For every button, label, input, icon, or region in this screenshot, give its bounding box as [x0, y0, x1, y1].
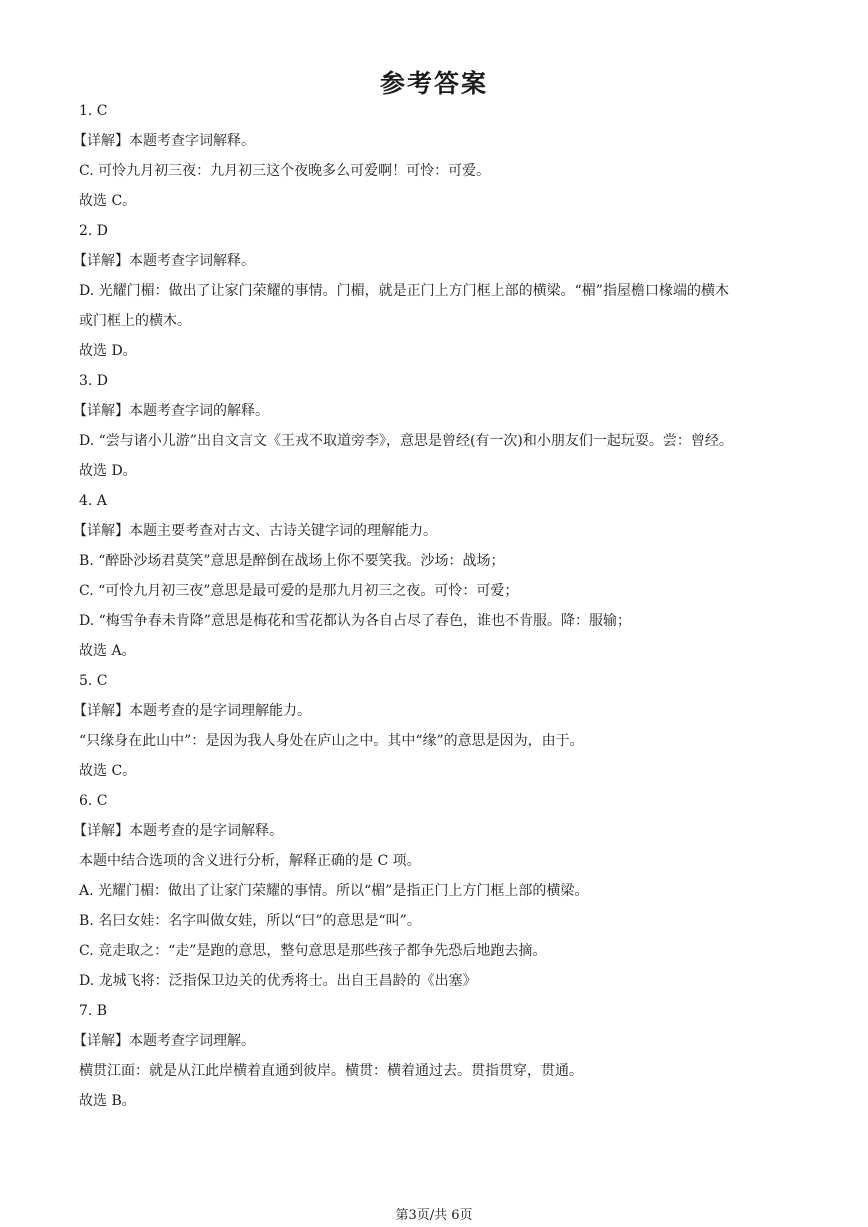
- option-line: D. “梅雪争春未肯降”意思是梅花和雪花都认为各自占尽了春色，谁也不肯服。降：服输；: [79, 613, 631, 629]
- answer-number: 7. B: [79, 1003, 108, 1019]
- option-line: D. 光耀门楣：做出了让家门荣耀的事情。门楣，就是正门上方门框上部的横梁。“楣”指屋檐口椽端的横木: [79, 283, 729, 299]
- option-line-continued: 或门框上的横木。: [79, 313, 191, 329]
- option-line: B. “醉卧沙场君莫笑”意思是醉倒在战场上你不要笑我。沙场：战场；: [79, 553, 505, 569]
- option-line: D. 龙城飞将：泛指保卫边关的优秀将士。出自王昌龄的《出塞》: [79, 973, 477, 989]
- conclusion-line: 故选 C。: [79, 193, 137, 209]
- conclusion-line: 故选 B。: [79, 1093, 136, 1109]
- conclusion-line: 故选 D。: [79, 463, 137, 479]
- conclusion-line: 故选 D。: [79, 343, 137, 359]
- explanation-line: 【详解】本题考查字词解释。: [73, 133, 255, 149]
- answer-number: 6. C: [79, 793, 108, 809]
- answer-number: 4. A: [79, 493, 107, 509]
- explanation-line: 【详解】本题考查的是字词理解能力。: [73, 703, 311, 719]
- explanation-line: 【详解】本题考查的是字词解释。: [73, 823, 283, 839]
- explanation-line: 【详解】本题考查字词解释。: [73, 253, 255, 269]
- page-title: 参考答案: [379, 69, 488, 98]
- analysis-line: “只缘身在此山中”：是因为我人身处在庐山之中。其中“缘”的意思是因为，由于。: [79, 733, 584, 749]
- explanation-line: 【详解】本题主要考查对古文、古诗关键字词的理解能力。: [73, 523, 437, 539]
- page-footer: 第3页/共 6页: [395, 1208, 473, 1223]
- answer-number: 3. D: [79, 373, 109, 389]
- answer-number: 2. D: [79, 223, 109, 239]
- option-line: C. 竞走取之：“走”是跑的意思，整句意思是那些孩子都争先恐后地跑去摘。: [79, 943, 547, 959]
- analysis-line: 本题中结合选项的含义进行分析，解释正确的是 C 项。: [79, 853, 421, 869]
- option-line: B. 名曰女娃：名字叫做女娃，所以“曰”的意思是“叫”。: [79, 913, 421, 929]
- option-line: D. “尝与诸小儿游”出自文言文《王戎不取道旁李》，意思是曾经(有一次)和小朋友们一起玩耍。尝：曾经。: [79, 433, 733, 449]
- option-line: C. 可怜九月初三夜：九月初三这个夜晚多么可爱啊！可怜：可爱。: [79, 163, 491, 179]
- option-line: A. 光耀门楣：做出了让家门荣耀的事情。所以“楣”是指正门上方门框上部的横梁。: [79, 883, 589, 899]
- explanation-line: 【详解】本题考查字词理解。: [73, 1033, 255, 1049]
- answer-number: 1. C: [79, 103, 108, 119]
- answer-content: [73, 96, 799, 1116]
- analysis-line: 横贯江面：就是从江此岸横着直通到彼岸。横贯：横着通过去。贯指贯穿，贯通。: [79, 1063, 583, 1079]
- answer-number: 5. C: [79, 673, 108, 689]
- conclusion-line: 故选 A。: [79, 643, 136, 659]
- option-line: C. “可怜九月初三夜”意思是最可爱的是那九月初三之夜。可怜：可爱；: [79, 583, 519, 599]
- conclusion-line: 故选 C。: [79, 763, 137, 779]
- explanation-line: 【详解】本题考查字词的解释。: [73, 403, 269, 419]
